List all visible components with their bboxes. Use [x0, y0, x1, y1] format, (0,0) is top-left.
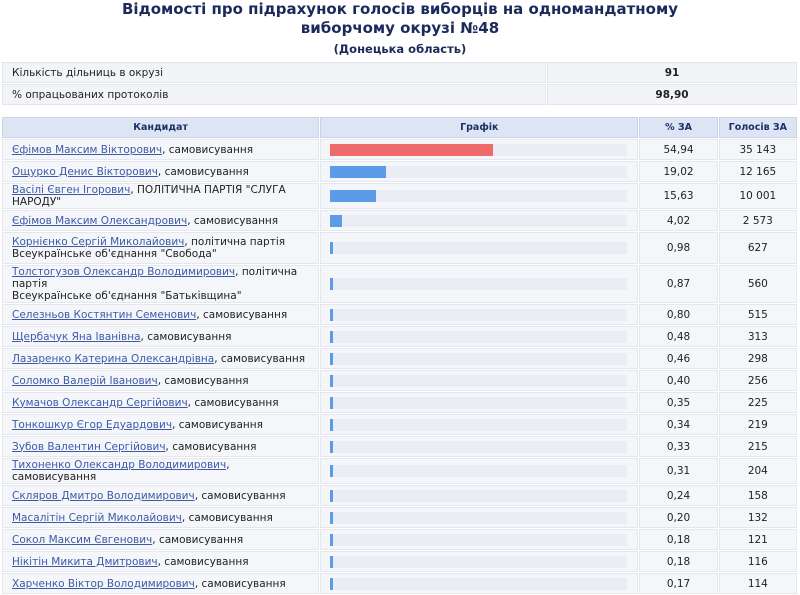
results-table: [1, 116, 798, 595]
table-row: [2, 485, 797, 506]
vote-share-bar: [330, 309, 333, 321]
table-row: [2, 161, 797, 182]
candidate-link[interactable]: Скляров Дмитро Володимирович: [12, 489, 195, 502]
percent-cell: 0,48: [639, 326, 717, 347]
graph-cell: [320, 436, 638, 457]
table-row: [2, 265, 797, 303]
graph-cell: [320, 265, 638, 303]
vote-bar-track: [330, 534, 627, 546]
vote-bar-track: [330, 278, 627, 290]
summary-row-processed: [2, 84, 797, 105]
vote-share-bar: [330, 578, 333, 590]
graph-cell: [320, 392, 638, 413]
graph-cell: [320, 370, 638, 391]
vote-share-bar: [330, 465, 333, 477]
candidate-affiliation: , самовисування: [194, 577, 286, 590]
candidate-affiliation: , самовисування: [152, 533, 244, 546]
table-row: [2, 392, 797, 413]
votes-cell: 225: [719, 392, 797, 413]
vote-share-bar: [330, 166, 386, 178]
table-row: [2, 573, 797, 594]
vote-bar-track: [330, 375, 627, 387]
percent-cell: 0,98: [639, 232, 717, 264]
graph-cell: [320, 210, 638, 231]
votes-cell: 313: [719, 326, 797, 347]
vote-bar-track: [330, 353, 627, 365]
vote-share-bar: [330, 534, 333, 546]
percent-cell: 0,87: [639, 265, 717, 303]
vote-share-bar: [330, 512, 333, 524]
candidate-cell: [2, 436, 319, 457]
summary-value: 91: [547, 62, 797, 83]
vote-bar-track: [330, 490, 627, 502]
votes-cell: 627: [719, 232, 797, 264]
candidate-link[interactable]: Корнієнко Сергій Миколайович: [12, 236, 185, 248]
page-header: [0, 0, 800, 56]
percent-cell: 0,18: [639, 529, 717, 550]
votes-cell: 158: [719, 485, 797, 506]
candidate-link[interactable]: Тонкошкур Єгор Едуардович: [12, 418, 173, 431]
vote-share-bar: [330, 144, 493, 156]
graph-cell: [320, 304, 638, 325]
vote-share-bar: [330, 331, 333, 343]
region-label: (Донецька область): [333, 42, 467, 56]
votes-cell: 256: [719, 370, 797, 391]
votes-cell: 204: [719, 458, 797, 484]
candidate-affiliation: , самовисування: [172, 418, 263, 431]
graph-cell: [320, 551, 638, 572]
votes-cell: 10 001: [719, 183, 797, 209]
votes-cell: 132: [719, 507, 797, 528]
graph-cell: [320, 529, 638, 550]
candidate-link[interactable]: Селезньов Костянтин Семенович: [12, 308, 197, 321]
candidate-link[interactable]: Кумачов Олександр Сергійович: [12, 396, 188, 409]
graph-cell: [320, 507, 638, 528]
percent-cell: 0,40: [639, 370, 717, 391]
candidate-link[interactable]: Масалітін Сергій Миколайович: [12, 511, 182, 524]
candidate-affiliation: , самовисування: [12, 459, 230, 483]
vote-bar-track: [330, 419, 627, 431]
candidate-cell: [2, 485, 319, 506]
vote-share-bar: [330, 278, 333, 290]
table-row: [2, 414, 797, 435]
results-body: [2, 139, 797, 594]
percent-cell: 15,63: [639, 183, 717, 209]
candidate-affiliation: , самовисування: [187, 396, 279, 409]
table-row: [2, 436, 797, 457]
vote-bar-track: [330, 166, 627, 178]
candidate-affiliation: , самовисування: [162, 143, 254, 156]
candidate-cell: [2, 551, 319, 572]
summary-label: % опрацьованих протоколів: [2, 84, 546, 105]
votes-cell: 298: [719, 348, 797, 369]
candidate-affiliation: , політична партія: [12, 266, 298, 290]
candidate-cell: [2, 161, 319, 182]
table-row: [2, 304, 797, 325]
candidate-link[interactable]: Сокол Максим Євгенович: [12, 533, 153, 546]
vote-bar-track: [330, 441, 627, 453]
candidate-link[interactable]: Щербачук Яна Іванівна: [12, 330, 141, 343]
graph-cell: [320, 414, 638, 435]
candidate-cell: [2, 183, 319, 209]
col-header-graph: Графік: [320, 117, 638, 138]
votes-cell: 219: [719, 414, 797, 435]
candidate-cell: [2, 348, 319, 369]
vote-share-bar: [330, 556, 333, 568]
percent-cell: 0,80: [639, 304, 717, 325]
votes-cell: 116: [719, 551, 797, 572]
candidate-cell: [2, 370, 319, 391]
district-summary-table: [1, 61, 798, 106]
candidate-link[interactable]: Єфімов Максим Вікторович: [12, 143, 163, 156]
candidate-cell: [2, 210, 319, 231]
table-row: [2, 348, 797, 369]
vote-bar-track: [330, 215, 627, 227]
votes-cell: 121: [719, 529, 797, 550]
table-row: [2, 326, 797, 347]
percent-cell: 0,35: [639, 392, 717, 413]
graph-cell: [320, 485, 638, 506]
votes-cell: 114: [719, 573, 797, 594]
candidate-party: Всеукраїнське об'єднання "Батьківщина": [12, 290, 242, 302]
graph-cell: [320, 139, 638, 160]
candidate-affiliation: , самовисування: [157, 165, 249, 178]
vote-share-bar: [330, 419, 333, 431]
candidate-link[interactable]: Толстогузов Олександр Володимирович: [12, 266, 236, 278]
percent-cell: 0,31: [639, 458, 717, 484]
candidate-link[interactable]: Ощурко Денис Вікторович: [12, 165, 158, 178]
col-header-percent: % ЗА: [639, 117, 717, 138]
percent-cell: 19,02: [639, 161, 717, 182]
candidate-affiliation: , самовисування: [214, 352, 306, 365]
vote-share-bar: [330, 441, 333, 453]
votes-cell: 215: [719, 436, 797, 457]
votes-cell: 515: [719, 304, 797, 325]
vote-bar-track: [330, 190, 627, 202]
table-row: [2, 370, 797, 391]
percent-cell: 0,24: [639, 485, 717, 506]
candidate-affiliation: , політична партія: [184, 236, 286, 248]
vote-bar-track: [330, 309, 627, 321]
table-row: [2, 183, 797, 209]
vote-share-bar: [330, 490, 333, 502]
candidate-link[interactable]: Харченко Віктор Володимирович: [12, 577, 195, 590]
vote-bar-track: [330, 144, 627, 156]
vote-bar-track: [330, 397, 627, 409]
vote-share-bar: [330, 242, 333, 254]
candidate-party: Всеукраїнське об'єднання "Свобода": [12, 248, 217, 260]
vote-share-bar: [330, 190, 376, 202]
candidate-cell: [2, 326, 319, 347]
candidate-link[interactable]: Зубов Валентин Сергійович: [12, 440, 166, 453]
candidate-cell: [2, 458, 319, 484]
summary-label: Кількість дільниць в окрузі: [2, 62, 546, 83]
candidate-affiliation: , самовисування: [165, 440, 257, 453]
col-header-votes: Голосів ЗА: [719, 117, 797, 138]
graph-cell: [320, 348, 638, 369]
candidate-cell: [2, 392, 319, 413]
vote-bar-track: [330, 465, 627, 477]
vote-share-bar: [330, 215, 342, 227]
vote-bar-track: [330, 512, 627, 524]
graph-cell: [320, 326, 638, 347]
votes-cell: 560: [719, 265, 797, 303]
percent-cell: 0,33: [639, 436, 717, 457]
candidate-cell: [2, 232, 319, 264]
graph-cell: [320, 232, 638, 264]
candidate-cell: [2, 507, 319, 528]
percent-cell: 0,20: [639, 507, 717, 528]
percent-cell: 0,46: [639, 348, 717, 369]
table-row: [2, 232, 797, 264]
candidate-affiliation: , самовисування: [157, 555, 249, 568]
vote-bar-track: [330, 242, 627, 254]
vote-share-bar: [330, 375, 333, 387]
table-row: [2, 139, 797, 160]
candidate-affiliation: , самовисування: [157, 374, 249, 387]
candidate-link[interactable]: Єфімов Максим Олександрович: [12, 214, 188, 227]
summary-row-stations: [2, 62, 797, 83]
vote-share-bar: [330, 397, 333, 409]
summary-value: 98,90: [547, 84, 797, 105]
candidate-link[interactable]: Соломко Валерій Іванович: [12, 374, 158, 387]
percent-cell: 0,34: [639, 414, 717, 435]
percent-cell: 4,02: [639, 210, 717, 231]
candidate-affiliation: , ПОЛІТИЧНА ПАРТІЯ "СЛУГА НАРОДУ": [12, 184, 286, 208]
candidate-cell: [2, 414, 319, 435]
page-title-line-1: Відомості про підрахунок голосів виборців на одномандатному: [122, 0, 678, 18]
percent-cell: 54,94: [639, 139, 717, 160]
vote-bar-track: [330, 556, 627, 568]
vote-share-bar: [330, 353, 333, 365]
col-header-candidate: Кандидат: [2, 117, 319, 138]
table-row: [2, 529, 797, 550]
candidate-cell: [2, 304, 319, 325]
candidate-affiliation: , самовисування: [196, 308, 288, 321]
candidate-affiliation: , самовисування: [194, 489, 286, 502]
votes-cell: 35 143: [719, 139, 797, 160]
candidate-cell: [2, 265, 319, 303]
table-row: [2, 551, 797, 572]
votes-cell: 12 165: [719, 161, 797, 182]
graph-cell: [320, 573, 638, 594]
candidate-affiliation: , самовисування: [140, 330, 232, 343]
vote-bar-track: [330, 578, 627, 590]
candidate-cell: [2, 573, 319, 594]
candidate-link[interactable]: Тихоненко Олександр Володимирович: [12, 459, 227, 471]
candidate-link[interactable]: Лазаренко Катерина Олександрівна: [12, 352, 215, 365]
percent-cell: 0,18: [639, 551, 717, 572]
table-row: [2, 210, 797, 231]
table-row: [2, 458, 797, 484]
percent-cell: 0,17: [639, 573, 717, 594]
candidate-affiliation: , самовисування: [187, 214, 279, 227]
page-title-line-2: виборчому окрузі №48: [300, 19, 500, 37]
graph-cell: [320, 183, 638, 209]
candidate-affiliation: , самовисування: [181, 511, 273, 524]
candidate-link[interactable]: Нікітін Микита Дмитрович: [12, 555, 158, 568]
graph-cell: [320, 458, 638, 484]
vote-bar-track: [330, 331, 627, 343]
candidate-link[interactable]: Васілі Євген Ігорович: [12, 184, 131, 196]
table-row: [2, 507, 797, 528]
graph-cell: [320, 161, 638, 182]
candidate-cell: [2, 139, 319, 160]
votes-cell: 2 573: [719, 210, 797, 231]
results-header-row: [2, 117, 797, 138]
candidate-cell: [2, 529, 319, 550]
